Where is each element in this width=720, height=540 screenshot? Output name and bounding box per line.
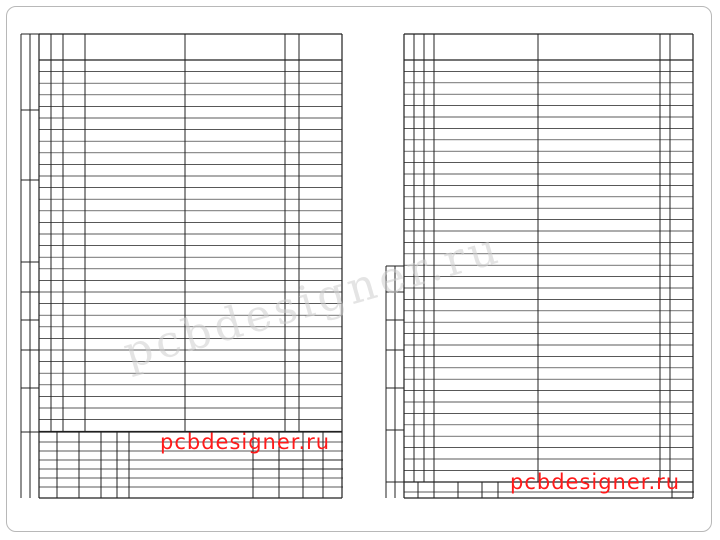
logo-left: pcbdesigner.ru	[160, 430, 331, 454]
watermark: pcbdesigner.ru	[118, 222, 507, 380]
logo-right: pcbdesigner.ru	[510, 470, 681, 494]
